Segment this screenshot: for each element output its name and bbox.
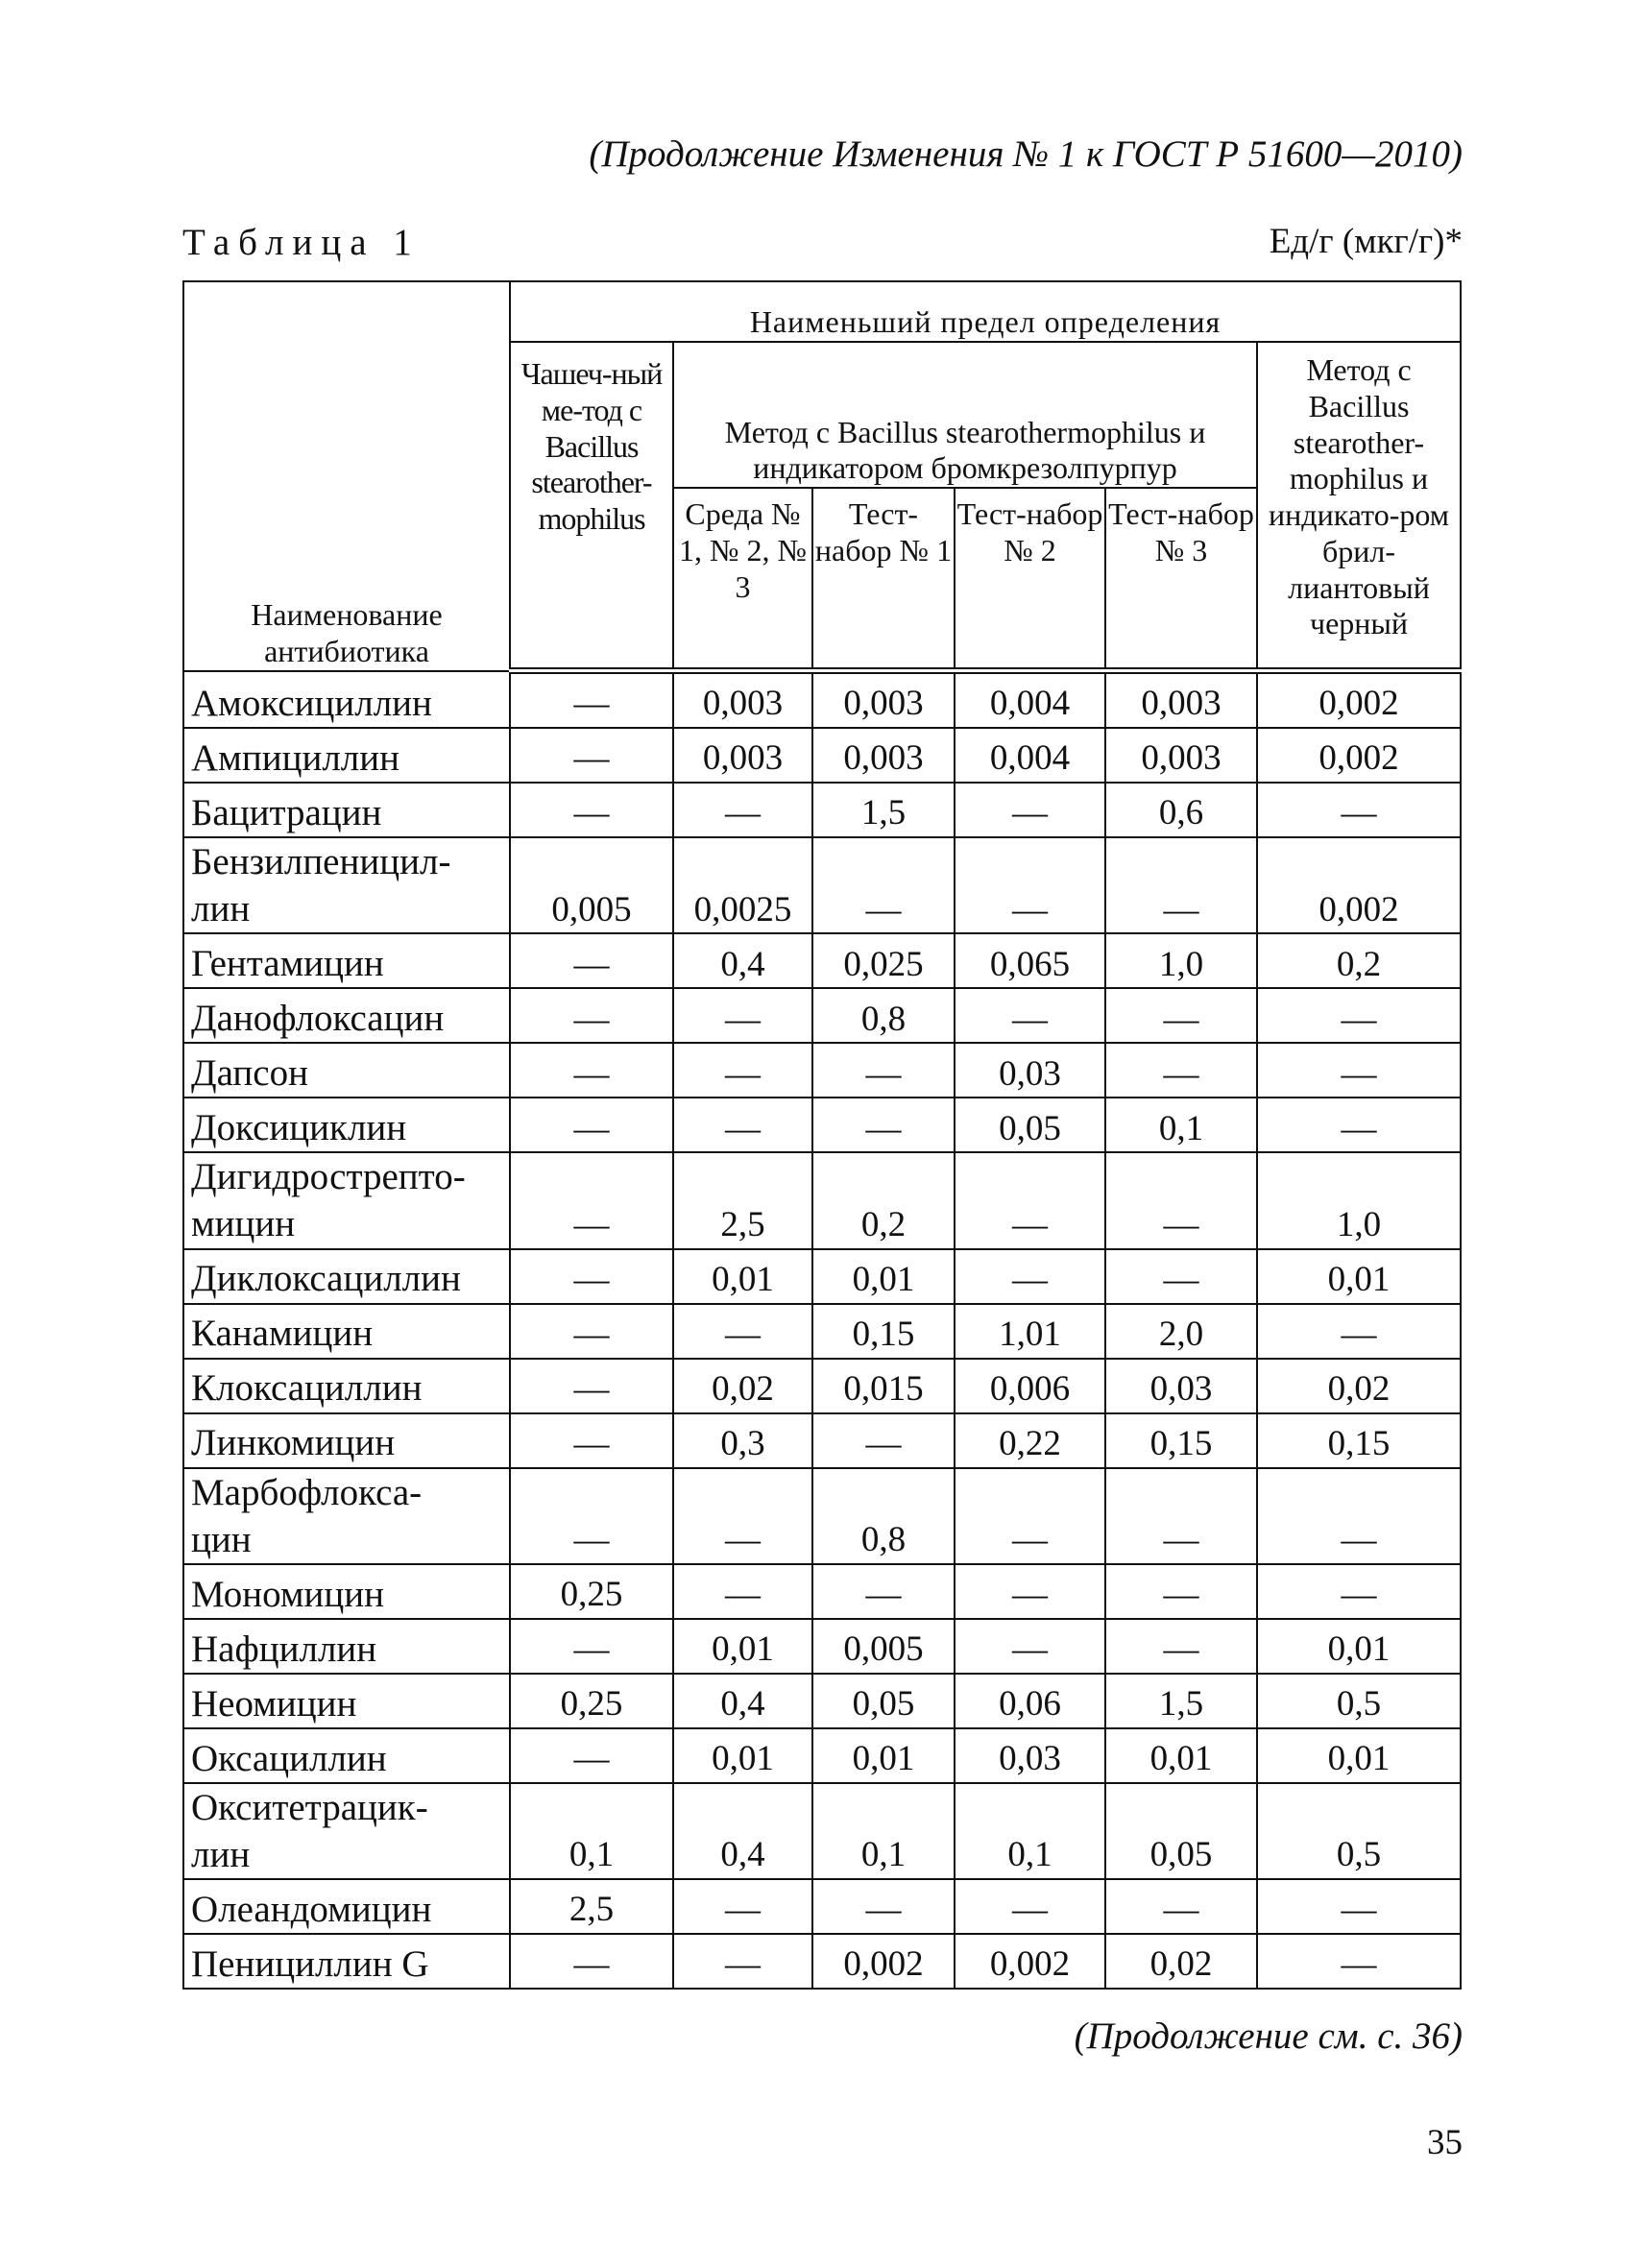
detection-limit-value: — [510,671,673,729]
detection-limit-value: 0,15 [1105,1413,1257,1468]
detection-limit-value: 0,15 [1257,1413,1461,1468]
table-row [183,1879,1461,1934]
detection-limit-value: — [510,1728,673,1783]
detection-limit-value: — [1257,1098,1461,1152]
detection-limit-value: 0,5 [1257,1674,1461,1728]
page-number: 35 [1427,2123,1463,2162]
detection-limit-value: 0,06 [955,1674,1105,1728]
detection-limit-value: 0,5 [1257,1783,1461,1879]
detection-limit-value: — [1105,1564,1257,1619]
detection-limit-value: 0,2 [1257,933,1461,988]
table-row [183,1098,1461,1152]
antibiotic-name: Пенициллин G [183,1934,510,1989]
table-row [183,671,1461,729]
detection-limit-value: — [812,1043,955,1098]
detection-limit-value: — [812,1413,955,1468]
detection-limit-value: — [955,988,1105,1043]
table-row [183,1359,1461,1413]
detection-limit-value: 0,01 [812,1728,955,1783]
detection-limit-value: — [812,1879,955,1934]
detection-limit-value: — [955,1249,1105,1304]
detection-limit-value: 0,4 [673,933,812,988]
table-row [183,1674,1461,1728]
detection-limit-value: 0,25 [510,1674,673,1728]
antibiotic-detection-table [182,280,1462,1990]
detection-limit-value: 0,0025 [673,837,812,933]
detection-limit-value: — [673,1043,812,1098]
detection-limit-value: 1,01 [955,1304,1105,1359]
detection-limit-value: 2,0 [1105,1304,1257,1359]
header-test-kit-1: Тест-набор № 1 [812,488,955,671]
detection-limit-value: 0,8 [812,1468,955,1564]
detection-limit-value: — [1105,1043,1257,1098]
detection-limit-value: — [673,1098,812,1152]
table-row [183,1468,1461,1564]
antibiotic-name: Доксициклин [183,1098,510,1152]
table-header [183,281,1461,671]
detection-limit-value: — [510,783,673,837]
detection-limit-value: — [1257,1564,1461,1619]
detection-limit-value: — [673,1934,812,1989]
detection-limit-value: — [510,728,673,783]
detection-limit-value: — [1257,1879,1461,1934]
header-medium-1-2-3: Среда № 1, № 2, № 3 [673,488,812,671]
detection-limit-value: 0,1 [812,1783,955,1879]
detection-limit-value: — [673,1879,812,1934]
detection-limit-value: 0,003 [1105,728,1257,783]
table-row [183,1152,1461,1248]
detection-limit-value: — [673,1468,812,1564]
detection-limit-value: 1,5 [812,783,955,837]
detection-limit-value: — [510,1619,673,1674]
detection-limit-value: 0,01 [1105,1728,1257,1783]
table-row [183,933,1461,988]
detection-limit-value: — [510,933,673,988]
table-row [183,837,1461,933]
detection-limit-value: — [673,783,812,837]
running-header: (Продолжение Изменения № 1 к ГОСТ Р 51600—2010) [589,133,1463,175]
antibiotic-name: Линкомицин [183,1413,510,1468]
continuation-note: (Продолжение см. с. 36) [1074,2015,1463,2057]
detection-limit-value: 0,4 [673,1674,812,1728]
detection-limit-value: 0,025 [812,933,955,988]
detection-limit-value: — [955,783,1105,837]
detection-limit-value: 0,03 [955,1728,1105,1783]
antibiotic-name: Клоксациллин [183,1359,510,1413]
antibiotic-name: Амоксициллин [183,671,510,729]
detection-limit-value: — [1105,837,1257,933]
detection-limit-value: — [1257,1934,1461,1989]
detection-limit-value: — [1105,1249,1257,1304]
antibiotic-name: Мономицин [183,1564,510,1619]
units-label: Ед/г (мкг/г)* [1269,222,1463,261]
header-cup-method: Чашеч-ный ме-тод с Bacillus stearother-mophilus [510,342,673,671]
detection-limit-value: — [812,1098,955,1152]
header-test-kit-2: Тест-набор № 2 [955,488,1105,671]
antibiotic-name: Неомицин [183,1674,510,1728]
detection-limit-value: 0,004 [955,728,1105,783]
detection-limit-value: — [1105,988,1257,1043]
table-row [183,1043,1461,1098]
antibiotic-name: Окситетрацик- лин [183,1783,510,1879]
table-row [183,728,1461,783]
detection-limit-value: 0,4 [673,1783,812,1879]
detection-limit-value: 0,03 [1105,1359,1257,1413]
detection-limit-value: 0,25 [510,1564,673,1619]
detection-limit-value: — [955,1152,1105,1248]
detection-limit-value: — [1105,1619,1257,1674]
antibiotic-name: Дапсон [183,1043,510,1098]
table-row [183,1413,1461,1468]
detection-limit-value: 0,002 [1257,728,1461,783]
antibiotic-name: Канамицин [183,1304,510,1359]
detection-limit-value: — [510,1249,673,1304]
detection-limit-value: — [955,1564,1105,1619]
detection-limit-value: 0,8 [812,988,955,1043]
detection-limit-value: 0,05 [1105,1783,1257,1879]
table-row [183,1249,1461,1304]
detection-limit-value: 0,003 [812,728,955,783]
antibiotic-name: Оксациллин [183,1728,510,1783]
detection-limit-value: 0,004 [955,671,1105,729]
detection-limit-value: 0,006 [955,1359,1105,1413]
detection-limit-value: — [510,1934,673,1989]
antibiotic-name: Дигидрострепто- мицин [183,1152,510,1248]
detection-limit-value: 0,01 [673,1619,812,1674]
detection-limit-value: — [510,1098,673,1152]
antibiotic-name: Ампициллин [183,728,510,783]
antibiotic-name: Бензилпеницил- лин [183,837,510,933]
detection-limit-value: — [1257,1468,1461,1564]
detection-limit-value: — [955,1619,1105,1674]
detection-limit-value: 0,002 [1257,837,1461,933]
detection-limit-value: — [812,837,955,933]
detection-limit-value: 0,01 [1257,1249,1461,1304]
detection-limit-value: — [1105,1152,1257,1248]
detection-limit-value: — [510,1043,673,1098]
detection-limit-value: 0,1 [955,1783,1105,1879]
detection-limit-value: 1,0 [1105,933,1257,988]
antibiotic-name: Олеандомицин [183,1879,510,1934]
detection-limit-value: 0,003 [812,671,955,729]
detection-limit-value: 0,02 [1257,1359,1461,1413]
detection-limit-value: 0,05 [955,1098,1105,1152]
antibiotic-name: Данофлоксацин [183,988,510,1043]
header-test-kit-3: Тест-набор № 3 [1105,488,1257,671]
detection-limit-value: 0,003 [1105,671,1257,729]
detection-limit-value: 0,01 [1257,1619,1461,1674]
detection-limit-value: — [510,1413,673,1468]
detection-limit-value: 0,1 [510,1783,673,1879]
antibiotic-name: Гентамицин [183,933,510,988]
detection-limit-value: — [510,1359,673,1413]
table-row [183,783,1461,837]
antibiotic-name: Марбофлокса- цин [183,1468,510,1564]
detection-limit-value: 0,2 [812,1152,955,1248]
detection-limit-value: — [1257,1043,1461,1098]
detection-limit-value: 0,22 [955,1413,1105,1468]
table-row [183,1564,1461,1619]
detection-limit-value: 0,015 [812,1359,955,1413]
detection-limit-value: 0,15 [812,1304,955,1359]
detection-limit-value: 1,5 [1105,1674,1257,1728]
detection-limit-value: 0,002 [955,1934,1105,1989]
detection-limit-value: 0,002 [1257,671,1461,729]
detection-limit-value: — [955,1468,1105,1564]
detection-limit-value: 0,03 [955,1043,1105,1098]
table-row [183,1304,1461,1359]
detection-limit-value: — [673,1304,812,1359]
detection-limit-value: — [510,1152,673,1248]
antibiotic-name: Нафциллин [183,1619,510,1674]
detection-limit-value: 2,5 [510,1879,673,1934]
table-row [183,1619,1461,1674]
detection-limit-value: 0,005 [510,837,673,933]
detection-limit-value: 0,6 [1105,783,1257,837]
table-row [183,988,1461,1043]
header-brilliant-black-method: Метод с Bacillus stearother-mophilus и индикато-ром брил-лиантовый черный [1257,342,1461,671]
detection-limit-value: — [812,1564,955,1619]
detection-limit-value: 0,05 [812,1674,955,1728]
table-body [183,671,1461,1990]
detection-limit-value: 2,5 [673,1152,812,1248]
header-min-detection-limit: Наименьший предел определения [510,281,1461,342]
detection-limit-value: 0,02 [673,1359,812,1413]
detection-limit-value: — [1257,988,1461,1043]
header-bcp-method: Метод с Bacillus stearothermophilus и индикатором бромкрезолпурпур [673,342,1257,488]
table-row [183,1934,1461,1989]
table-row [183,1728,1461,1783]
detection-limit-value: 0,01 [673,1728,812,1783]
detection-limit-value: — [673,988,812,1043]
detection-limit-value: — [510,1468,673,1564]
header-antibiotic-name: Наименование антибиотика [183,281,510,671]
detection-limit-value: 0,065 [955,933,1105,988]
antibiotic-name: Бацитрацин [183,783,510,837]
detection-limit-value: 0,005 [812,1619,955,1674]
detection-limit-value: — [1105,1468,1257,1564]
detection-limit-value: 0,01 [812,1249,955,1304]
detection-limit-value: — [955,837,1105,933]
detection-limit-value: 0,02 [1105,1934,1257,1989]
detection-limit-value: — [510,988,673,1043]
detection-limit-value: 0,01 [1257,1728,1461,1783]
detection-limit-value: 0,003 [673,728,812,783]
detection-limit-value: 0,003 [673,671,812,729]
detection-limit-value: 0,01 [673,1249,812,1304]
detection-limit-value: — [1105,1879,1257,1934]
antibiotic-name: Диклоксациллин [183,1249,510,1304]
table-caption: Таблица 1 [182,222,421,263]
detection-limit-value: 0,1 [1105,1098,1257,1152]
detection-limit-value: 1,0 [1257,1152,1461,1248]
detection-limit-value: — [1257,783,1461,837]
detection-limit-value: — [673,1564,812,1619]
detection-limit-value: 0,3 [673,1413,812,1468]
detection-limit-value: — [1257,1304,1461,1359]
detection-limit-value: — [510,1304,673,1359]
detection-limit-value: 0,002 [812,1934,955,1989]
detection-limit-value: — [955,1879,1105,1934]
table-row [183,1783,1461,1879]
